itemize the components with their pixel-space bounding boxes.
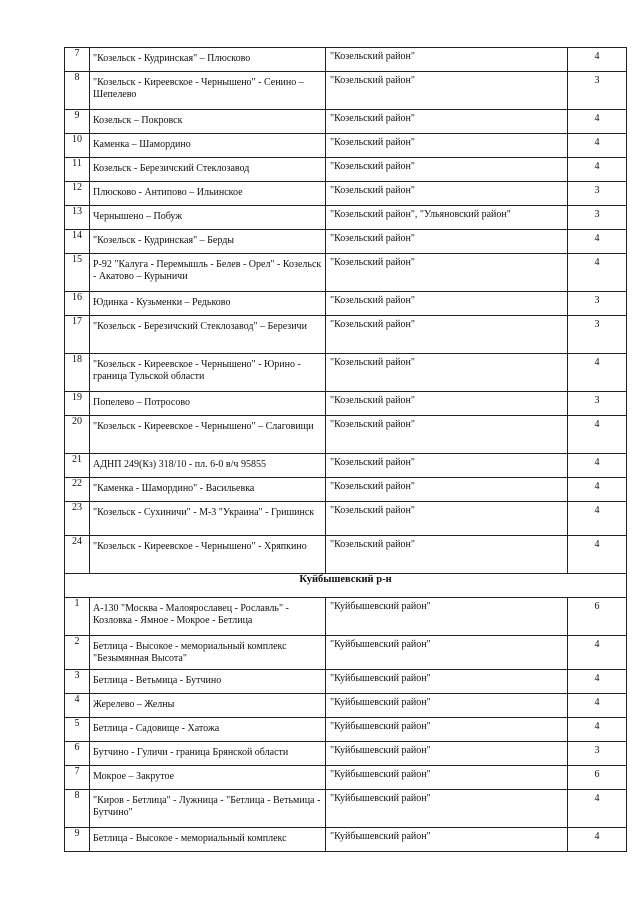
table-row: [65, 110, 627, 134]
table-row: [65, 72, 627, 110]
table-row: [65, 182, 627, 206]
road-category: 3: [568, 316, 627, 354]
road-category: 4: [568, 354, 627, 392]
road-name: "Козельск - Киреевское - Чернышено" - Хряпкино: [90, 536, 326, 574]
road-name: "Каменка - Шамордино" - Васильевка: [90, 478, 326, 502]
road-name: "Козельск - Кудринская" – Берды: [90, 230, 326, 254]
table-row: [65, 454, 627, 478]
road-category: 4: [568, 48, 627, 72]
table-row: [65, 230, 627, 254]
road-district: "Козельский район": [326, 536, 568, 574]
row-number: 19: [65, 392, 90, 416]
table-row: [65, 766, 627, 790]
road-category: 4: [568, 536, 627, 574]
table-row: [65, 254, 627, 292]
road-category: 4: [568, 502, 627, 536]
road-name: Бетлица - Ветьмица - Бутчино: [90, 670, 326, 694]
road-category: 4: [568, 230, 627, 254]
row-number: 7: [65, 766, 90, 790]
road-name: "Козельск - Березичский Стеклозавод" – Березичи: [90, 316, 326, 354]
table-row: [65, 292, 627, 316]
road-category: 3: [568, 392, 627, 416]
table-row: [65, 158, 627, 182]
road-district: "Козельский район", "Ульяновский район": [326, 206, 568, 230]
table-row: [65, 694, 627, 718]
road-name: Юдинка - Кузьменки – Редьково: [90, 292, 326, 316]
road-name: "Козельск - Киреевское - Чернышено" – Слаговищи: [90, 416, 326, 454]
row-number: 13: [65, 206, 90, 230]
road-name: Мокрое – Закрутое: [90, 766, 326, 790]
row-number: 9: [65, 110, 90, 134]
road-district: "Куйбышевский район": [326, 694, 568, 718]
table-row: [65, 416, 627, 454]
table-row: [65, 392, 627, 416]
road-category: 3: [568, 742, 627, 766]
road-name: Жерелево – Желны: [90, 694, 326, 718]
road-category: 4: [568, 110, 627, 134]
road-category: 4: [568, 158, 627, 182]
table-row: [65, 536, 627, 574]
table-row: [65, 502, 627, 536]
road-category: 4: [568, 790, 627, 828]
row-number: 2: [65, 636, 90, 670]
road-district: "Козельский район": [326, 416, 568, 454]
table-row: [65, 48, 627, 72]
row-number: 16: [65, 292, 90, 316]
road-district: "Куйбышевский район": [326, 598, 568, 636]
road-name: А-130 "Москва - Малоярославец - Рославль" - Козловка - Ямное - Мокрое - Бетлица: [90, 598, 326, 636]
road-category: 4: [568, 416, 627, 454]
road-category: 3: [568, 182, 627, 206]
road-district: "Козельский район": [326, 182, 568, 206]
road-district: "Козельский район": [326, 502, 568, 536]
row-number: 6: [65, 742, 90, 766]
road-name: Козельск – Покровск: [90, 110, 326, 134]
road-category: 4: [568, 454, 627, 478]
road-district: "Козельский район": [326, 230, 568, 254]
row-number: 18: [65, 354, 90, 392]
road-district: "Козельский район": [326, 254, 568, 292]
road-category: 6: [568, 766, 627, 790]
row-number: 7: [65, 48, 90, 72]
road-name: "Козельск - Киреевское - Чернышено" - Сенино – Шепелево: [90, 72, 326, 110]
road-name: "Киров - Бетлица" - Лужница - "Бетлица - Ветьмица - Бутчино": [90, 790, 326, 828]
road-district: "Куйбышевский район": [326, 790, 568, 828]
road-name: Козельск - Березичский Стеклозавод: [90, 158, 326, 182]
table-row: [65, 478, 627, 502]
road-district: "Куйбышевский район": [326, 766, 568, 790]
row-number: 5: [65, 718, 90, 742]
road-district: "Козельский район": [326, 292, 568, 316]
road-name: Р-92 "Калуга - Перемышль - Белев - Орел" - Козельск - Акатово – Курыничи: [90, 254, 326, 292]
road-district: "Куйбышевский район": [326, 742, 568, 766]
table-row: [65, 742, 627, 766]
road-name: "Козельск - Кудринская" – Плюсково: [90, 48, 326, 72]
row-number: 8: [65, 72, 90, 110]
road-district: "Куйбышевский район": [326, 670, 568, 694]
road-name: Бетлица - Садовище - Хатожа: [90, 718, 326, 742]
row-number: 21: [65, 454, 90, 478]
table-row: [65, 598, 627, 636]
road-district: "Куйбышевский район": [326, 718, 568, 742]
row-number: 12: [65, 182, 90, 206]
road-district: "Куйбышевский район": [326, 828, 568, 852]
road-category: 4: [568, 694, 627, 718]
road-name: Бетлица - Высокое - мемориальный комплекс: [90, 828, 326, 852]
table-row: [65, 354, 627, 392]
road-name: Попелево – Потросово: [90, 392, 326, 416]
road-district: "Козельский район": [326, 392, 568, 416]
row-number: 14: [65, 230, 90, 254]
road-name: Плюсково - Антипово – Ильинское: [90, 182, 326, 206]
road-name: Каменка – Шамордино: [90, 134, 326, 158]
road-name: "Козельск - Киреевское - Чернышено" - Юрино - граница Тульской области: [90, 354, 326, 392]
road-district: "Козельский район": [326, 478, 568, 502]
road-district: "Козельский район": [326, 354, 568, 392]
road-district: "Козельский район": [326, 158, 568, 182]
table-row: [65, 316, 627, 354]
road-category: 3: [568, 206, 627, 230]
road-district: "Козельский район": [326, 110, 568, 134]
road-district: "Козельский район": [326, 72, 568, 110]
row-number: 1: [65, 598, 90, 636]
road-name: Бутчино - Гуличи - граница Брянской области: [90, 742, 326, 766]
row-number: 9: [65, 828, 90, 852]
road-category: 3: [568, 72, 627, 110]
row-number: 4: [65, 694, 90, 718]
row-number: 24: [65, 536, 90, 574]
road-name: АДНП 249(Кз) 318/10 - пл. 6-0 в/ч 95855: [90, 454, 326, 478]
road-category: 4: [568, 478, 627, 502]
section-heading: Куйбышевский р-н: [65, 574, 627, 598]
road-category: 3: [568, 292, 627, 316]
table-row: [65, 134, 627, 158]
road-name: Чернышено – Побуж: [90, 206, 326, 230]
road-category: 6: [568, 598, 627, 636]
row-number: 20: [65, 416, 90, 454]
road-category: 4: [568, 828, 627, 852]
road-category: 4: [568, 134, 627, 158]
row-number: 22: [65, 478, 90, 502]
road-name: Бетлица - Высокое - мемориальный комплекс "Безымянная Высота": [90, 636, 326, 670]
table-row: [65, 718, 627, 742]
road-district: "Козельский район": [326, 134, 568, 158]
table-row: [65, 206, 627, 230]
row-number: 11: [65, 158, 90, 182]
row-number: 3: [65, 670, 90, 694]
row-number: 15: [65, 254, 90, 292]
road-category: 4: [568, 670, 627, 694]
roads-table: [64, 47, 627, 852]
road-category: 4: [568, 718, 627, 742]
table-row: [65, 636, 627, 670]
row-number: 8: [65, 790, 90, 828]
table-row: [65, 828, 627, 852]
road-district: "Козельский район": [326, 454, 568, 478]
road-district: "Козельский район": [326, 316, 568, 354]
road-district: "Козельский район": [326, 48, 568, 72]
road-category: 4: [568, 636, 627, 670]
table-row: [65, 670, 627, 694]
table-row: [65, 790, 627, 828]
road-name: "Козельск - Сухиничи" - М-3 "Украина" - Гришинск: [90, 502, 326, 536]
section-heading-row: [65, 574, 627, 598]
row-number: 23: [65, 502, 90, 536]
roads-table-body: [65, 48, 627, 852]
row-number: 17: [65, 316, 90, 354]
road-category: 4: [568, 254, 627, 292]
road-district: "Куйбышевский район": [326, 636, 568, 670]
row-number: 10: [65, 134, 90, 158]
